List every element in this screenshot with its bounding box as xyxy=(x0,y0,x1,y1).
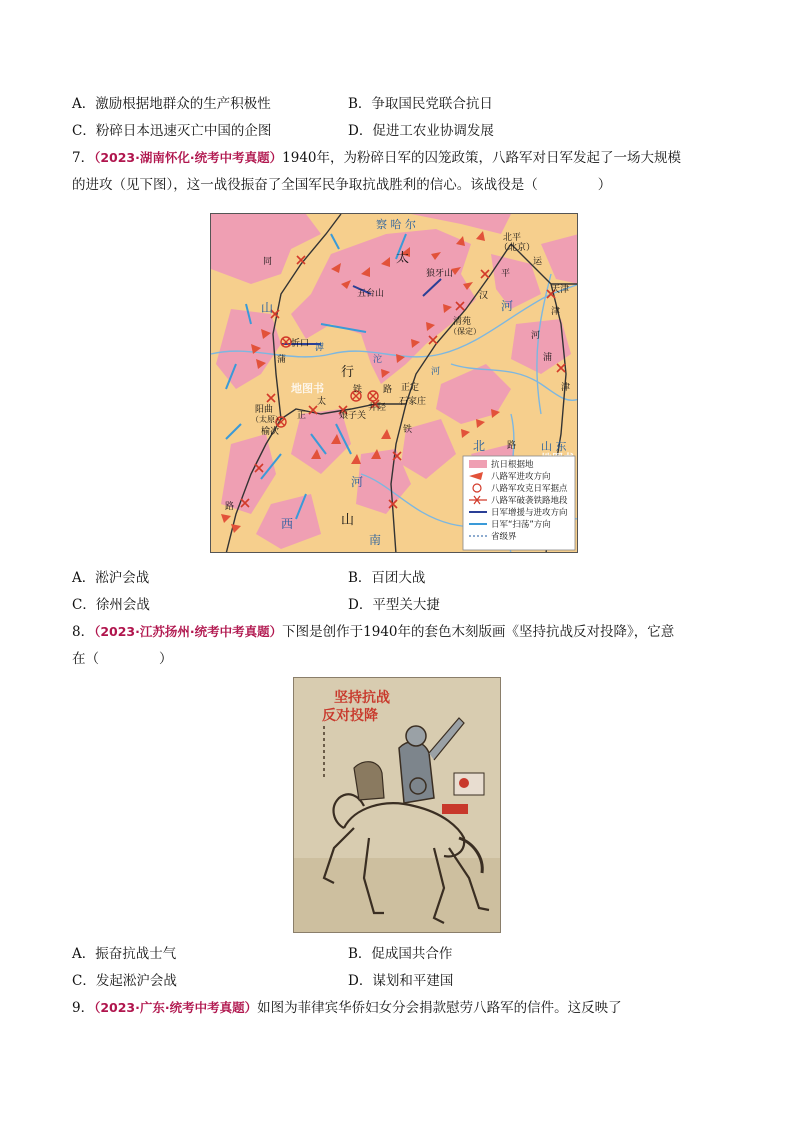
label-hang: 行 xyxy=(341,365,355,380)
label-jin: 津 xyxy=(551,307,561,317)
q8-source-tag: （2023·江苏扬州·统考中考真题） xyxy=(94,624,283,639)
label-shan-west: 山 xyxy=(261,301,274,315)
q9-stem-line1 xyxy=(72,998,622,1018)
label-beiping: 北平 xyxy=(503,233,522,243)
label-lu: 路 xyxy=(383,385,393,395)
label-taiyuan: （太原） xyxy=(251,415,283,424)
label-yuci: 榆次 xyxy=(261,427,280,437)
label-hu: 滹 xyxy=(315,343,325,353)
q8-option-d[interactable]: D．谋划和平建国 xyxy=(348,973,454,989)
label-he-hebei: 河 xyxy=(501,299,514,313)
hundred-regiments-map xyxy=(210,213,578,553)
label-shan: 山 xyxy=(341,513,355,528)
q8-stem-text: 下图是创作于1940年的套色木刻版画《坚持抗战反对投降》，它意 xyxy=(282,624,675,640)
label-tai-rail: 太 xyxy=(317,397,327,407)
q7-option-d[interactable]: D．平型关大捷 xyxy=(348,597,440,613)
label-tie2: 铁 xyxy=(403,425,413,435)
q8-stem-line2 xyxy=(72,649,173,669)
q7-option-a[interactable]: A．淞沪会战 xyxy=(72,570,150,586)
label-shijiazhuang: 石家庄 xyxy=(399,397,427,407)
label-tianjin: 天津 xyxy=(551,285,570,295)
label-bei: 北 xyxy=(473,439,486,453)
label-ping: 平 xyxy=(501,269,511,279)
label-he-river: 河 xyxy=(431,367,441,377)
q6-option-d[interactable]: D．促进工农业协调发展 xyxy=(348,123,494,139)
map-legend xyxy=(463,456,575,550)
q8-stem-line1 xyxy=(72,622,674,642)
q9-number: 9． xyxy=(72,1000,95,1016)
q7-stem-close: ） xyxy=(597,177,612,193)
label-qingyuan: 清苑 xyxy=(453,317,472,327)
label-lu-rail: 路 xyxy=(507,441,517,451)
legend-attack: 八路军进攻方向 xyxy=(491,472,551,482)
label-xi: 西 xyxy=(281,517,294,531)
q6-option-c[interactable]: C．粉碎日本迅速灭亡中国的企图 xyxy=(72,123,272,139)
q6-option-b[interactable]: B．争取国民党联合抗日 xyxy=(348,96,493,112)
label-he-henan: 河 xyxy=(351,475,364,489)
label-beijing: （北京） xyxy=(499,243,536,253)
label-wutaishan: 五台山 xyxy=(357,289,385,299)
legend-border: 省级界 xyxy=(491,532,517,542)
label-yun: 运 xyxy=(533,257,543,267)
label-zhengding: 正定 xyxy=(401,383,420,393)
legend-mopup: 日军“扫荡”方向 xyxy=(491,520,551,530)
label-pu-rail: 蒲 xyxy=(277,355,287,365)
q7-number: 7． xyxy=(72,150,95,166)
label-baoding: （保定） xyxy=(449,327,481,336)
label-lu2: 路 xyxy=(225,502,235,512)
q6-option-a[interactable]: A．激励根据地群众的生产积极性 xyxy=(72,96,271,112)
q7-stem-text: 1940年，为粉碎日军的囚笼政策，八路军对日军发起了一场大规模 xyxy=(282,150,681,166)
woodcut-poster xyxy=(293,677,501,933)
label-pu: 浦 xyxy=(543,353,553,363)
label-niangziguan: 娘子关 xyxy=(339,411,367,421)
label-tuo: 沱 xyxy=(373,355,383,365)
label-jin-rail: 津 xyxy=(561,383,571,393)
q9-source-tag: （2023·广东·统考中考真题） xyxy=(94,1000,258,1015)
q8-stem-text-2: 在（ xyxy=(72,651,99,667)
q8-option-c[interactable]: C．发起淞沪会战 xyxy=(72,973,177,989)
label-han: 汉 xyxy=(479,291,489,301)
label-tong: 同 xyxy=(263,257,273,267)
q7-stem-line1 xyxy=(72,148,681,168)
label-chahaer: 察 哈 尔 xyxy=(376,218,416,231)
label-jingxing: 井陉 xyxy=(368,403,387,413)
q8-option-a[interactable]: A．振奋抗战士气 xyxy=(72,946,177,962)
q7-stem-text-2: 的进攻（见下图），这一战役振奋了全国军民争取抗战胜利的信心。该战役是（ xyxy=(72,177,538,193)
label-tie: 铁 xyxy=(353,385,363,395)
label-he-canal: 河 xyxy=(531,331,541,341)
label-langyashan: 狼牙山 xyxy=(426,269,454,279)
legend-swatch-base xyxy=(469,460,487,468)
q7-stem-line2 xyxy=(72,175,611,195)
q7-option-b[interactable]: B．百团大战 xyxy=(348,570,426,586)
legend-reinforce: 日军增援与进攻方向 xyxy=(491,508,568,518)
q7-source-tag: （2023·湖南怀化·统考中考真题） xyxy=(94,150,283,165)
watermark-left: 地图书 xyxy=(291,382,324,395)
label-yangqu: 阳曲 xyxy=(255,405,274,415)
label-xinkou: 忻口 xyxy=(291,339,310,349)
label-zheng: 正 xyxy=(297,411,307,421)
poster-title-line2: 反对投降 xyxy=(322,708,378,724)
label-tai: 太 xyxy=(396,251,410,266)
label-nan: 南 xyxy=(369,533,382,547)
legend-base: 抗日根据地 xyxy=(491,460,534,470)
q7-option-c[interactable]: C．徐州会战 xyxy=(72,597,150,613)
q8-option-b[interactable]: B．促成国共合作 xyxy=(348,946,453,962)
legend-sabotage: 八路军破袭铁路地段 xyxy=(491,496,568,506)
q9-stem-text: 如图为菲律宾华侨妇女分会捐款慰劳八路军的信件。这反映了 xyxy=(257,1000,622,1016)
label-shandong: 山 东 xyxy=(541,440,567,453)
poster-title-line1: 坚持抗战 xyxy=(334,690,390,706)
q8-stem-close: ） xyxy=(159,651,173,667)
q8-number: 8． xyxy=(72,624,95,640)
legend-captured: 八路军攻克日军据点 xyxy=(491,484,568,494)
